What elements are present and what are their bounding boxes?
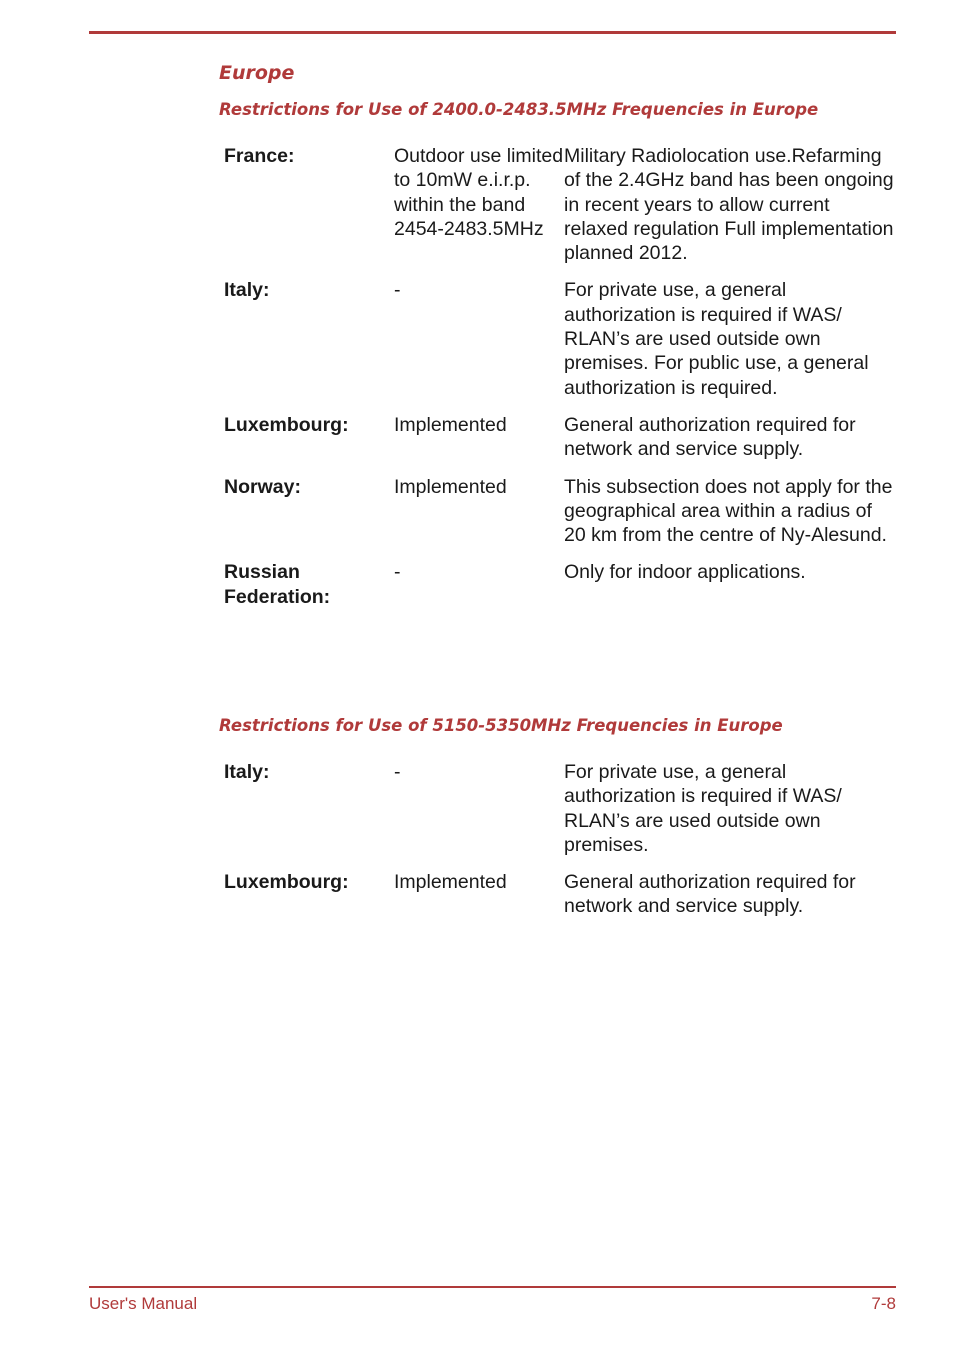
page-number: 7-8: [871, 1294, 896, 1313]
country-cell: Italy:: [224, 761, 270, 783]
note-cell: This subsection does not apply for the geographical area within a radius of 20 km from the centre of Ny-Alesund.: [564, 475, 893, 547]
note-cell: Only for indoor applications.: [564, 561, 806, 584]
table-row: [224, 560, 896, 622]
status-cell: Implemented: [394, 475, 507, 498]
table-row: [224, 760, 896, 870]
footer-divider: [89, 1286, 896, 1288]
country-cell: Russian Federation:: [224, 561, 331, 608]
table-row: [224, 870, 896, 932]
footer-manual-title: User's Manual: [89, 1294, 198, 1313]
country-cell: Luxembourg:: [224, 413, 349, 436]
section-title: Europe: [219, 62, 295, 84]
status-cell: Outdoor use limited to 10mW e.i.r.p. within the band 2454-2483.5MHz: [394, 145, 564, 240]
country-cell: Luxembourg:: [224, 871, 349, 894]
note-cell: General authorization required for network and service supply.: [564, 871, 856, 918]
country-cell: Italy:: [224, 279, 270, 302]
note-cell: Military Radiolocation use.Refarming of the 2.4GHz band has been ongoing in recent years to allow current relaxed regulation Full implementation planned 2012.: [564, 145, 894, 265]
country-cell: Norway:: [224, 475, 301, 498]
status-cell: -: [394, 279, 401, 302]
table-row: [224, 413, 896, 475]
status-cell: Implemented: [394, 871, 507, 894]
status-cell: -: [394, 761, 401, 783]
header-divider: [89, 31, 896, 34]
status-cell: -: [394, 561, 401, 584]
status-cell: Implemented: [394, 413, 507, 436]
table-row: [224, 278, 896, 412]
table-row: [224, 144, 896, 278]
subheading-5150mhz: Restrictions for Use of 5150-5350MHz Frequencies in Europe: [219, 716, 783, 735]
note-cell: For private use, a general authorization is required if WAS/ RLAN’s are used outside own premises. For public use, a general authorization is required.: [564, 279, 869, 399]
note-cell: For private use, a general authorization is required if WAS/ RLAN’s are used outside own premises.: [564, 761, 842, 856]
note-cell: General authorization required for network and service supply.: [564, 413, 856, 461]
country-cell: France:: [224, 145, 295, 167]
restrictions-table-2400mhz: [224, 144, 896, 622]
subheading-2400mhz: Restrictions for Use of 2400.0-2483.5MHz Frequencies in Europe: [219, 100, 819, 119]
restrictions-table-5150mhz: [224, 760, 896, 932]
table-row: [224, 475, 896, 561]
